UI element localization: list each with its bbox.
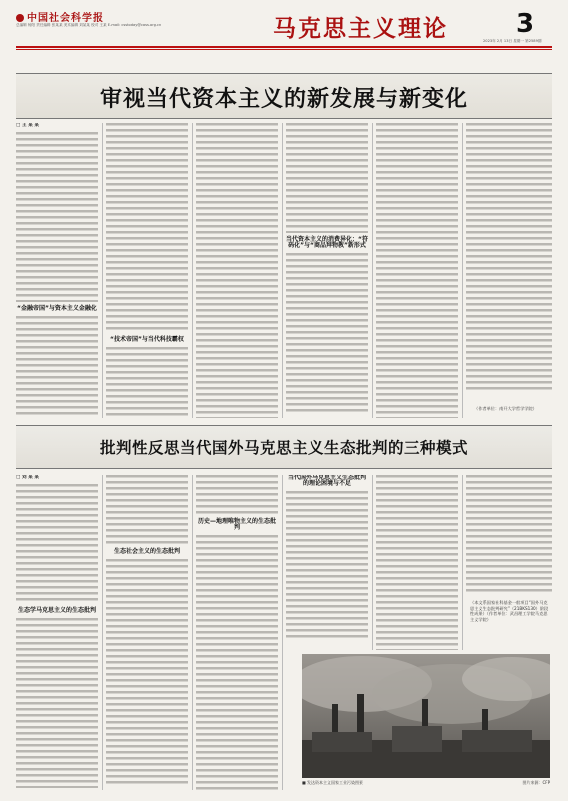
article2-column-6 (466, 475, 552, 595)
photo-credit: 图片来源：CFP (522, 780, 550, 785)
industrial-pollution-photo (302, 654, 550, 778)
column-divider (102, 475, 103, 790)
article1-text-block (16, 316, 98, 416)
article2-title: 批判性反思当代国外马克思主义生态批判的三种模式 (99, 439, 468, 457)
article1-column-1 (16, 123, 98, 418)
article2-headline-band (16, 425, 552, 469)
column-divider (192, 123, 193, 418)
article2-subhead-1: 生态学马克思主义的生态批判 (17, 607, 96, 614)
masthead-rule-thin (16, 49, 552, 50)
article1-column-5 (376, 123, 458, 418)
article1-subhead-2: “技术帝国”与当代科技霸权 (110, 336, 184, 343)
column-divider (282, 475, 283, 790)
column-divider (462, 475, 463, 650)
column-divider (192, 475, 193, 790)
article2-text-block (106, 559, 188, 784)
article1-column-3 (196, 123, 278, 418)
article1-text-block (196, 123, 278, 418)
factory-smoke-illustration (302, 654, 550, 778)
newspaper-name: 中国社会科学报 (27, 13, 104, 24)
article1-closing: （作者单位：南开大学哲学学院） (474, 406, 537, 411)
newspaper-logo (16, 9, 104, 24)
section-title: 马克思主义理论 (273, 16, 448, 42)
article2-column-4 (286, 475, 368, 650)
article1-column-4 (286, 123, 368, 418)
column-divider (282, 123, 283, 418)
article2-subhead-3: 历史—地理唯物主义的生态批判 (197, 518, 276, 531)
article1-text-block (16, 132, 98, 302)
article2-author: □ 刘 某 某 (16, 475, 39, 480)
article2-closing: （本文系国家社科基金一般项目“国外马克思主义生态批判研究”（21BKS130）阶段性成果）（作者单位：武昌理工学院马克思主义学院） (470, 600, 549, 622)
masthead (16, 9, 556, 47)
article2-text-block (196, 535, 278, 790)
article2-text-block (286, 491, 368, 641)
article2-text-block (376, 475, 458, 650)
article1-text-block (286, 123, 368, 233)
column-divider (102, 123, 103, 418)
article1-subhead-1: “金融帝国”与资本主义金融化 (17, 305, 97, 312)
article2-text-block (16, 484, 98, 604)
article2-text-block (466, 475, 552, 595)
article1-author: □ 王 某 某 (16, 123, 39, 128)
article1-text-block (286, 253, 368, 413)
article2-text-block (106, 475, 188, 545)
column-divider (462, 123, 463, 418)
article2-subhead-4: 当代国外马克思主义生态批判的理论困境与不足 (287, 475, 366, 487)
article2-column-1 (16, 475, 98, 790)
article1-text-block (106, 123, 188, 333)
issue-line: 2023年 2月 13日 星期一 第2589期 (483, 39, 542, 43)
article1-column-6 (466, 123, 552, 418)
article1-title: 审视当代资本主义的新发展与新变化 (99, 87, 468, 112)
article1-text-block (106, 347, 188, 417)
logo-seal-icon (16, 14, 24, 22)
article1-column-2 (106, 123, 188, 418)
article1-headline-band (16, 73, 552, 119)
column-divider (372, 475, 373, 650)
column-divider (372, 123, 373, 418)
article2-subhead-2: 生态社会主义的生态批判 (113, 548, 180, 555)
article1-text-block (466, 123, 552, 393)
article1-subhead-3: 当代资本主义的消费异化：“符码化”与“商品拜物教”新形式 (286, 236, 368, 249)
article2-text-block (16, 618, 98, 788)
page-number: 3 (516, 9, 535, 39)
article2-column-3 (196, 475, 278, 790)
article1-text-block (376, 123, 458, 418)
article2-column-2 (106, 475, 188, 790)
article2-text-block (196, 475, 278, 515)
masthead-meta: 总编辑 杨阳 责任编辑 张某某 美术编辑 刘某某 校对 王某 E-mail: csstoday@cass.org.cn (16, 23, 162, 27)
masthead-rule (16, 46, 552, 48)
photo-caption: ■ 发达资本主义国家工业污染图景 (302, 780, 364, 785)
article2-column-5 (376, 475, 458, 650)
